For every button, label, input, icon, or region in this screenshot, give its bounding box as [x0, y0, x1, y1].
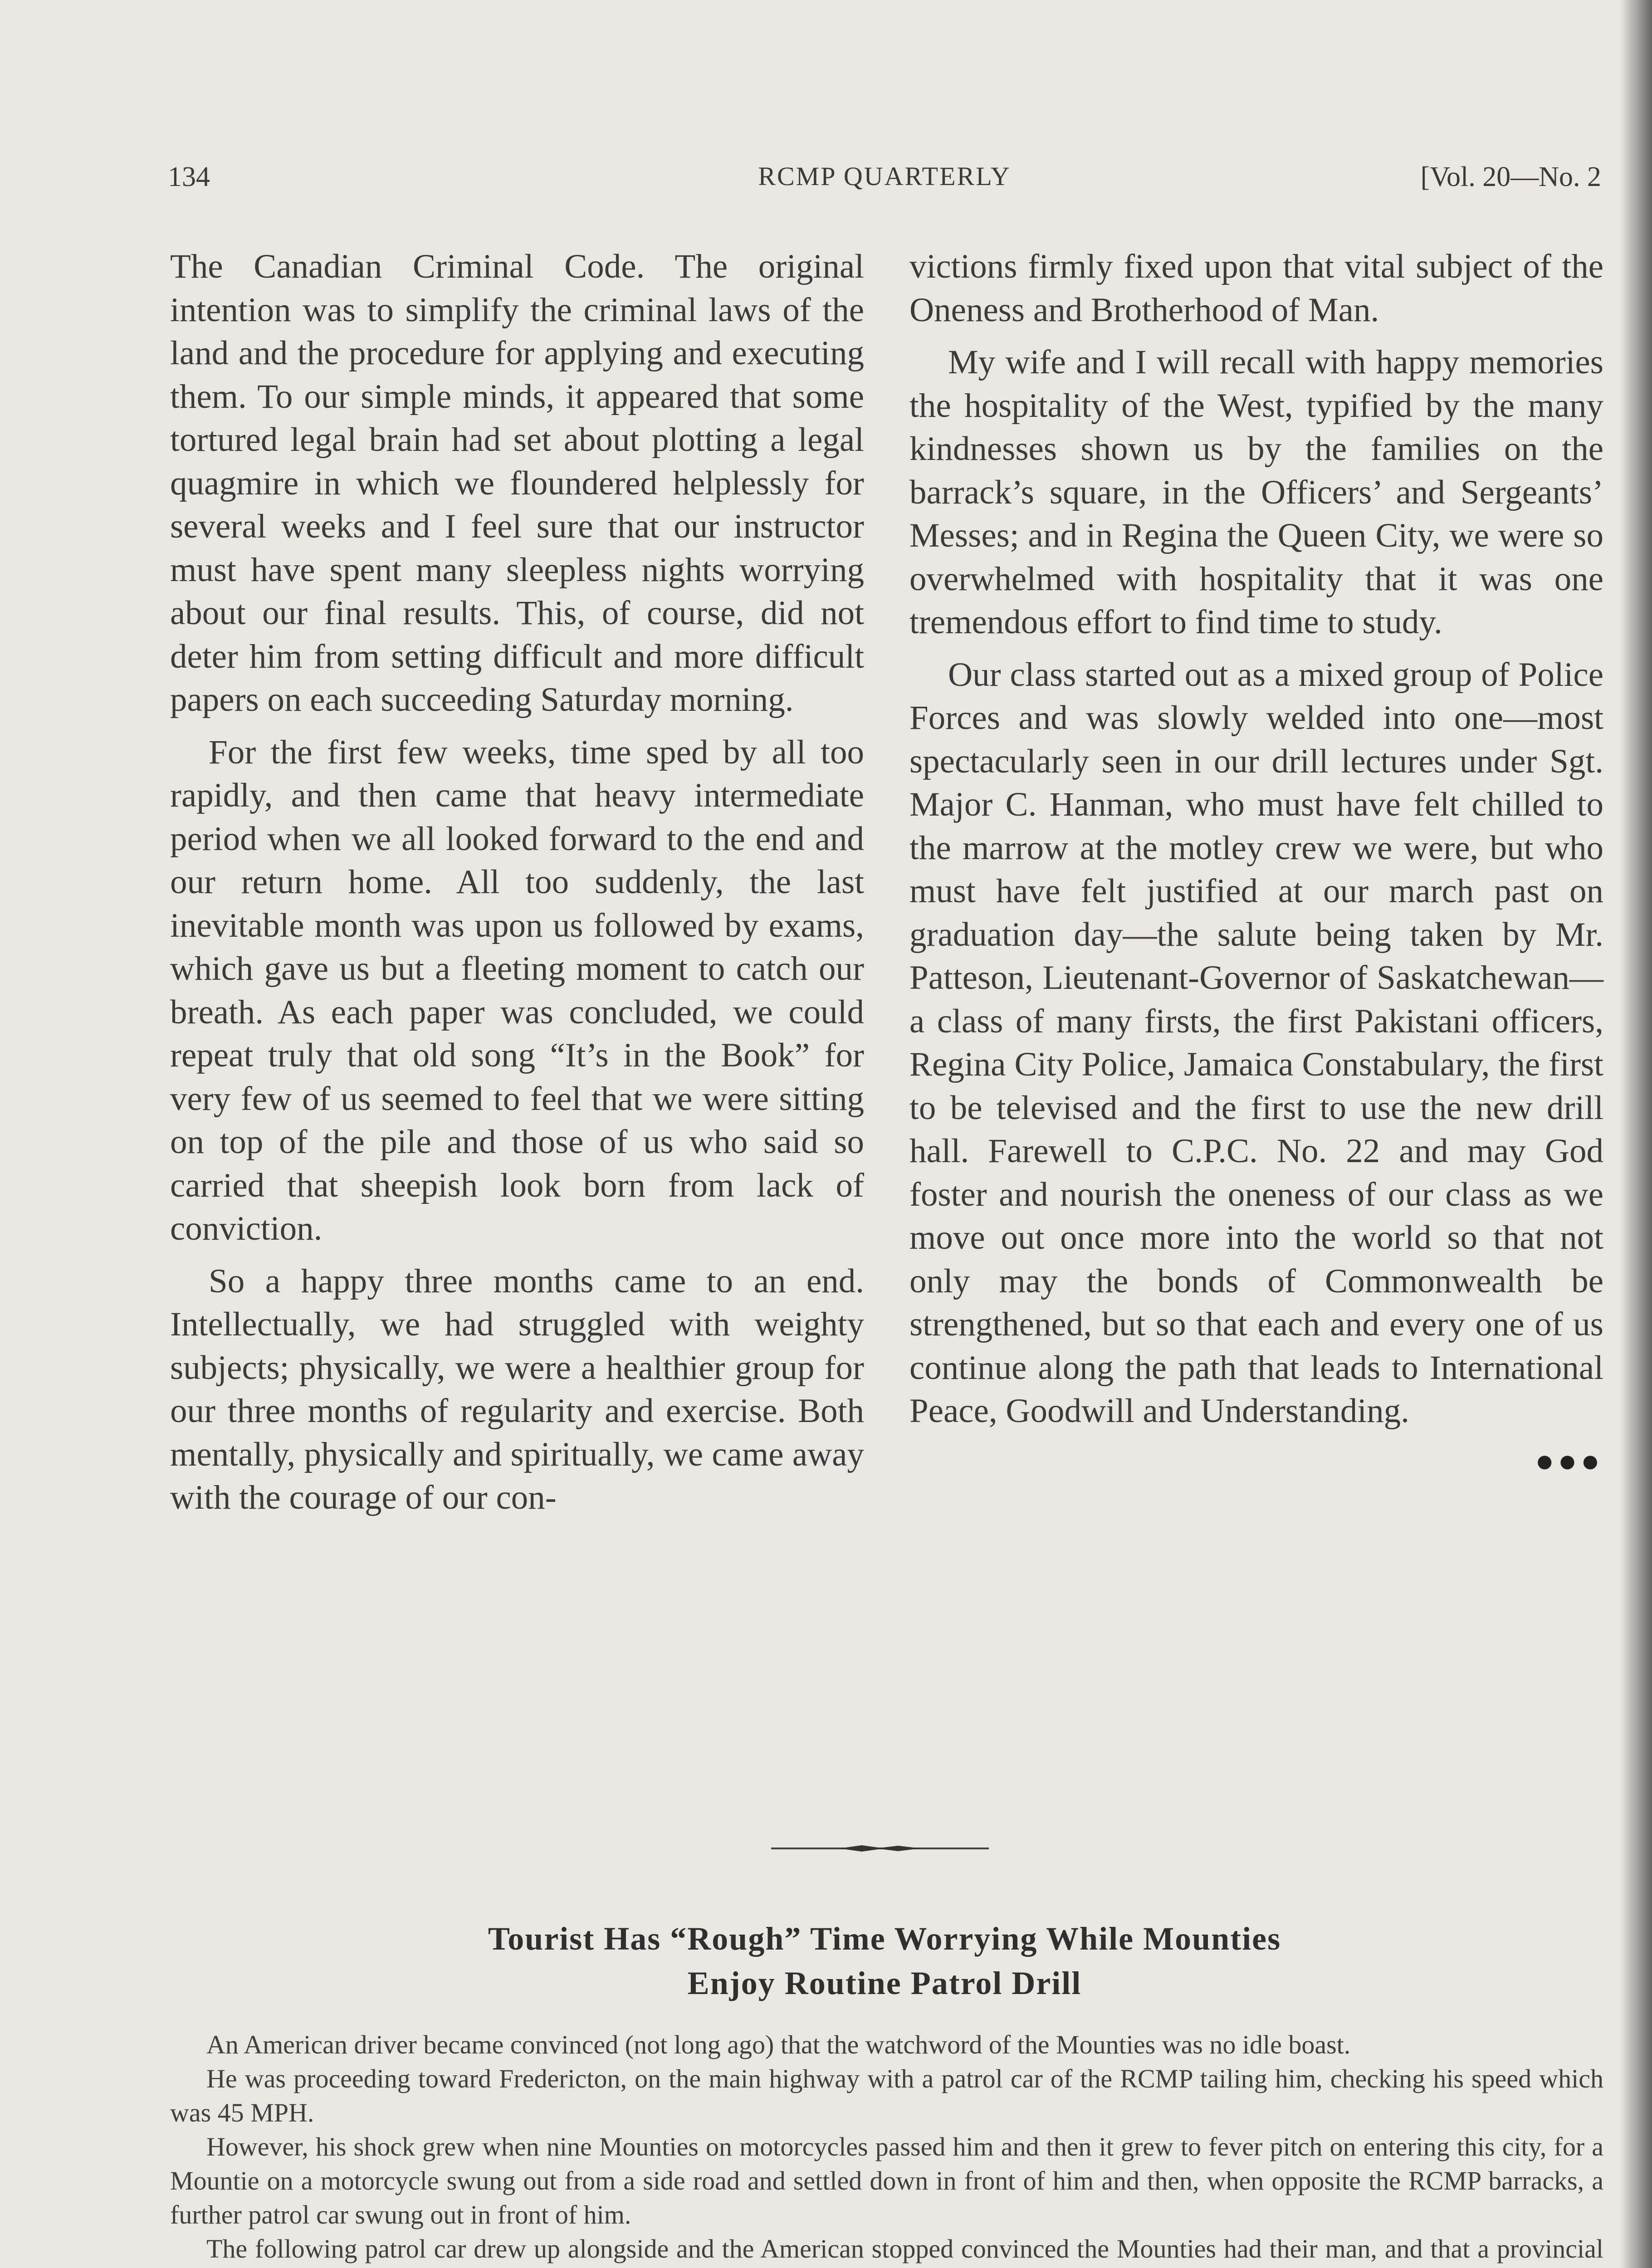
page-number: 134 — [168, 161, 210, 192]
article-body — [170, 2028, 1603, 2268]
article-paragraph-3: However, his shock grew when nine Mounties on motorcycles passed him and then it grew to fever pitch on entering this city, for a Mountie on a motorcycle swung out from a side road and settled down in front of him and then, when opposite the RCMP barracks, a further patrol car swung out in front of him. — [170, 2132, 1603, 2229]
article-title — [168, 1916, 1601, 2005]
left-paragraph-2: For the first few weeks, time sped by all too rapidly, and then came that heavy intermediate period when we all looked forward to the end and our return home. All too suddenly, the last inevitable month was upon us followed by exams, which gave us but a fleeting moment to catch our breath. As each paper was concluded, we could repeat truly that old song “It’s in the Book” for very few of us seemed to feel that we were sitting on top of the pile and those of us who said so carried that sheepish look born from lack of conviction. — [170, 733, 864, 1247]
left-paragraph-1: The Canadian Criminal Code. The original intention was to simplify the criminal laws of the land and the procedure for applying and executing them. To our simple minds, it appeared that some tortured legal brain had set about plotting a legal quagmire in which we floundered helplessly for several weeks and I feel sure that our instructor must have spent many sleepless nights worrying about our final results. This, of course, did not deter him from setting difficult and more difficult papers on each succeeding Saturday morning. — [170, 248, 864, 719]
page-header — [168, 161, 1601, 202]
left-column — [170, 245, 864, 1529]
section-divider — [771, 1842, 989, 1855]
right-paragraph-2: My wife and I will recall with happy memories the hospitality of the West, typified by the many kindnesses shown us by the families on the barrack’s square, in the Officers’ and Sergeants’ Messes; and in Regina the Queen City, we were so overwhelmed with hospitality that it was one tremendous effort to find time to study. — [909, 343, 1603, 641]
page-edge-shadow — [1620, 0, 1652, 2268]
left-paragraph-3: So a happy three months came to an end. Intellectually, we had struggled with weighty subjects; physically, we were a healthier group for our three months of regularity and exercise. Both mentally, physically and spiritually, we came away with the courage of our con- — [170, 1262, 864, 1516]
article-paragraph-2: He was proceeding toward Fredericton, on the main highway with a patrol car of the RCMP tailing him, checking his speed which was 45 MPH. — [170, 2064, 1603, 2127]
right-paragraph-1: victions firmly fixed upon that vital subject of the Oneness and Brotherhood of Man. — [909, 248, 1603, 329]
right-paragraph-3: Our class started out as a mixed group of Police Forces and was slowly welded into one—most spectacularly seen in our drill lectures under Sgt. Major C. Hanman, who must have felt chilled to the marrow at the motley crew we were, but who must have felt justified at our march past on graduation day—the salute being taken by Mr. Patteson, Lieutenant-Governor of Saskatchewan—a class of many firsts, the first Pakistani officers, Regina City Police, Jamaica Constabulary, the first to be televised and the first to use the new drill hall. Farewell to C.P.C. No. 22 and may God foster and nourish the oneness of our class as we move out once more into the world so that not only may the bonds of Commonwealth be strengthened, but so that each and every one of us continue along the path that leads to International Peace, Goodwill and Understanding. — [909, 655, 1603, 1430]
article-paragraph-1: An American driver became convinced (not long ago) that the watchword of the Mounties was no idle boast. — [206, 2030, 1351, 2059]
article-paragraph-4: The following patrol car drew up alongside and the American stopped convinced the Mounties had their man, and that a provincial — [206, 2234, 1603, 2263]
end-of-article-mark: ●●● — [1535, 1443, 1603, 1479]
volume-label: [Vol. 20—No. 2 — [1420, 161, 1601, 192]
right-column — [909, 245, 1603, 1483]
article-title-line-1: Tourist Has “Rough” Time Worrying While Mounties — [488, 1921, 1281, 1957]
article-title-line-2: Enjoy Routine Patrol Drill — [687, 1965, 1082, 2001]
journal-title: RCMP QUARTERLY — [758, 161, 1011, 191]
